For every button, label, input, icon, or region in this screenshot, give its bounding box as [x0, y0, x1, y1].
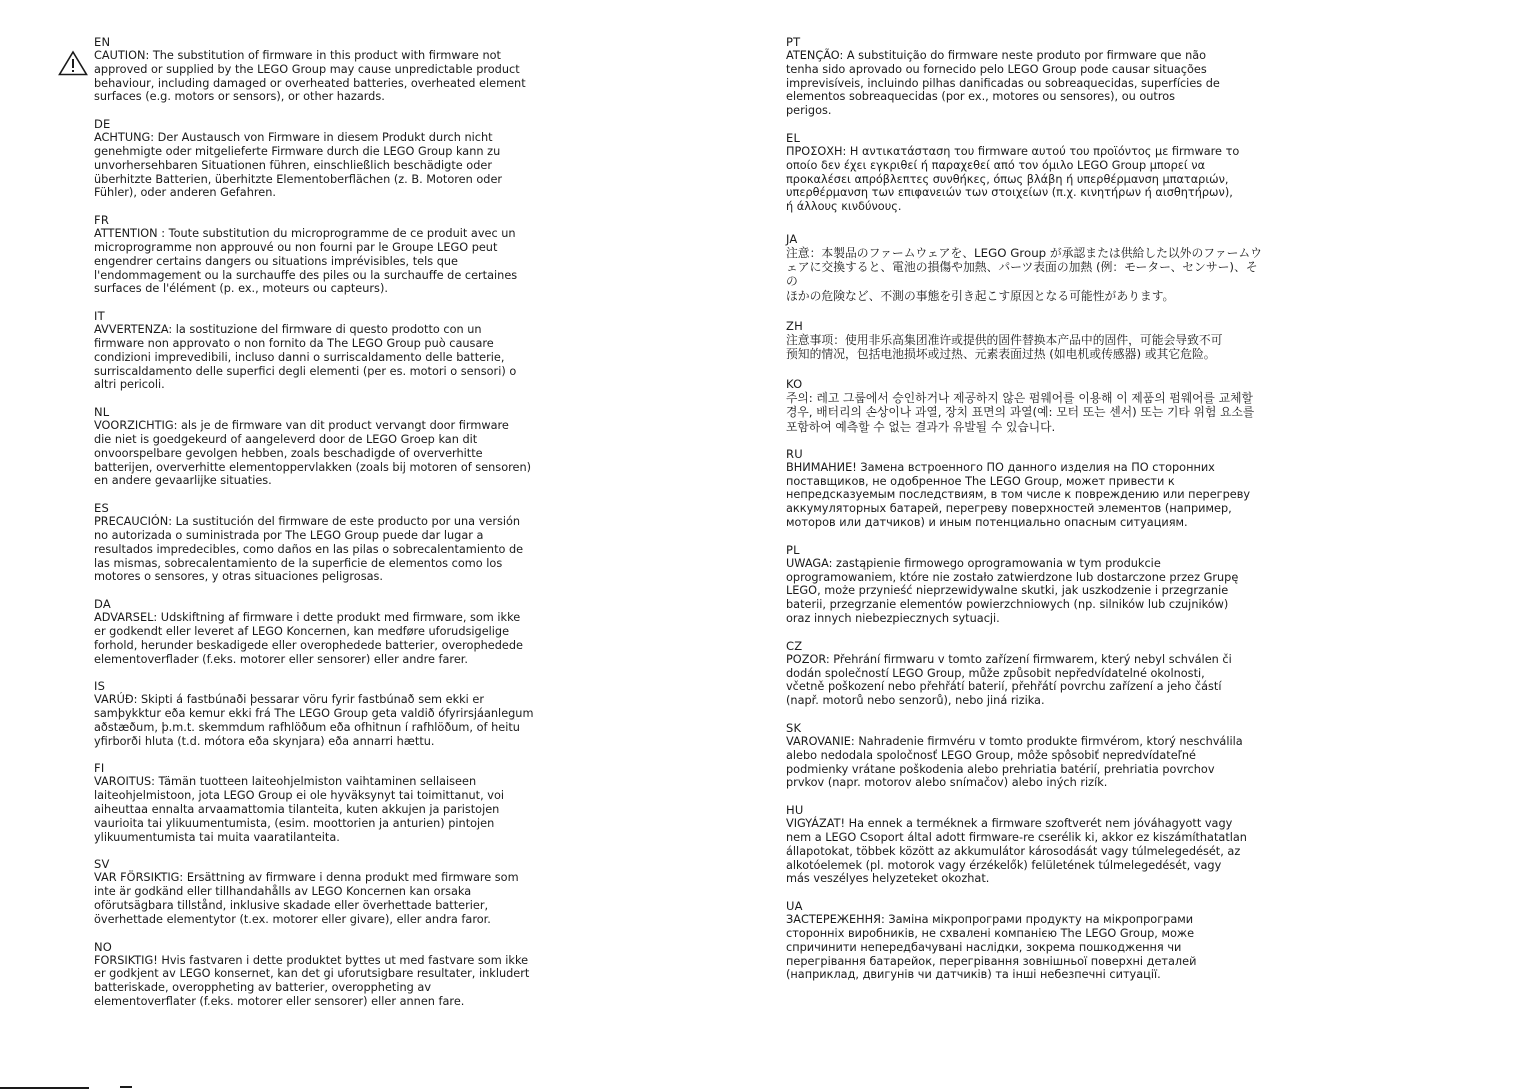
notice-is — [94, 679, 574, 748]
warning-text: 주의: 레고 그룹에서 승인하거나 제공하지 않은 펌웨어를 이용해 이 제품의 펌웨어를 교체할 경우, 배터리의 손상이나 과열, 장치 표면의 과열(예: 모터 또는 센서) 또는 기타 위험 요소를 포함하여 예측할 수 없는 결과가 유발될 수 있습니다. — [786, 391, 1255, 434]
language-code: FI — [94, 761, 105, 776]
warning-text: POZOR: Přehrání firmwaru v tomto zařízení firmwarem, který nebyl schválen či dodán společností LEGO Group, může způsobit nepředvídatelné okolnosti, včetně poškození nebo přehřátí baterií, přehřátí povrchu zařízení a jeho částí (např. motorů nebo senzorů), nebo jiná rizika. — [786, 652, 1232, 708]
warning-text: AVVERTENZA: la sostituzione del firmware di questo prodotto con un firmware non approvato o non fornito da The LEGO Group può causare condizioni imprevedibili, incluso danni o surriscaldamento delle batterie, surriscaldamento delle superfici degli elementi (per es. motori o sensori) o altri pericoli. — [94, 323, 517, 392]
notice-de — [94, 117, 574, 200]
language-code: IS — [94, 679, 106, 694]
language-code: PT — [786, 35, 801, 49]
notice-ua — [786, 899, 1266, 982]
notice-sk — [786, 721, 1266, 790]
language-code: DA — [94, 597, 111, 612]
warning-text: CAUTION: The substitution of firmware in this product with firmware not approved or supplied by the LEGO Group may cause unpredictable product behaviour, including damaged or overheated batteries, overheated element surfaces (e.g. motors or sensors), or other hazards. — [94, 49, 526, 104]
warning-text: VARÚÐ: Skipti á fastbúnaði þessarar vöru fyrir fastbúnað sem ekki er samþykktur eða kemur ekki frá The LEGO Group geta valdið ófyrirsjáanlegum aðstæðum, þ.m.t. skemmdum rafhlöðum eða ofhitnun í rafhlöðum, of heitu yfirborði hluta (t.d. mótora eða skynjara) eða annarri hættu. — [94, 693, 534, 748]
language-code: IT — [94, 309, 105, 324]
warning-text: ВНИМАНИЕ! Замена встроенного ПО данного изделия на ПО сторонних поставщиков, не одобренное The LEGO Group, может привести к непредсказуемым последствиям, в том числе к повреждению или перегреву аккумуляторных батарей, перегреву поверхностей элементов (например, моторов или датчиков) и иным потенциально опасным ситуациям. — [786, 460, 1251, 529]
language-code: PL — [786, 542, 800, 557]
notice-pt — [786, 35, 1266, 118]
notice-da — [94, 597, 574, 666]
warning-text: ATENÇÃO: A substituição do firmware neste produto por firmware que não tenha sido aprovado ou fornecido pelo LEGO Group pode causar situações imprevisíveis, incluindo pilhas danificadas ou sobreaquecidas, superfícies de elementos sobreaquecidas (por ex., motores ou sensores), ou outros perigos. — [786, 49, 1220, 118]
warning-text: PRECAUCIÓN: La sustitución del firmware de este producto por una versión no autorizada o suministrada por The LEGO Group puede dar lugar a resultados impredecibles, como daños en las pilas o sobrecalentamiento de las mismas, sobrecalentamiento de la superficie de elementos como los motores o sensores, y otras situaciones peligrosas. — [94, 515, 524, 584]
left-column — [94, 35, 574, 1009]
right-column — [786, 35, 1266, 982]
language-code: EN — [94, 35, 111, 49]
language-code: JA — [786, 231, 798, 246]
notice-sv — [94, 857, 574, 926]
language-code: ES — [94, 501, 109, 516]
notice-it — [94, 309, 574, 392]
notice-fi — [94, 761, 574, 844]
warning-text: ΠΡΟΣΟΧΗ: Η αντικατάσταση του firmware αυτού του προϊόντος με firmware το οποίο δεν έχει εγκριθεί ή παραχεθεί από τον όμιλο LEGO Group μπορεί να προκαλέσει απρόβλεπτες συνθήκες, όπως βλάβη ή υπερθέρμανση μπαταριών, υπερθέρμανση των επιφανειών των στοιχείων (π.χ. κινητήρων ή αισθητήρων), ή άλλους κινδύνους. — [786, 144, 1240, 214]
warning-text: VOORZICHTIG: als je de firmware van dit product vervangt door firmware die niet is goedgekeurd of aangeleverd door de LEGO Groep kan dit onvoorspelbare gevolgen hebben, zoals beschadigde of oververhitte batterijen, oververhitte elementoppervlakken (zoals bij motoren of sensoren) en andere gevaarlijke situaties. — [94, 419, 532, 488]
language-code: KO — [786, 377, 803, 392]
language-code: SK — [786, 720, 802, 735]
warning-text: ACHTUNG: Der Austausch von Firmware in diesem Produkt durch nicht genehmigte oder mitgelieferte Firmware durch die LEGO Group kann zu unvorhersehbaren Situationen führen, einschließlich beschädigte oder überhitzte Batterien, überhitzte Elementoberflächen (z. B. Motoren oder Fühler), oder anderen Gefahren. — [94, 131, 503, 200]
warning-triangle-icon — [58, 50, 88, 76]
warning-text: ATTENTION : Toute substitution du microprogramme de ce produit avec un microprogramme non approuvé ou non fourni par le Groupe LEGO peut engendrer certains dangers ou situations imprévisibles, tels que l'endommagement ou la surchauffe des piles ou la surchauffe de certaines surfaces de l'élément (p. ex., moteurs ou capteurs). — [94, 227, 518, 296]
language-code: DE — [94, 117, 111, 132]
notice-no — [94, 940, 574, 1009]
warning-text: ADVARSEL: Udskiftning af firmware i dette produkt med firmware, som ikke er godkendt eller leveret af LEGO Koncernen, kan medføre uforudsigelige forhold, herunder beskadigede eller overophedede batterier, overophedede elementoverflader (f.eks. motorer eller sensorer) eller andre farer. — [94, 611, 523, 666]
notice-ru — [786, 447, 1266, 530]
language-code: HU — [786, 803, 804, 818]
language-code: NL — [94, 405, 110, 420]
bottom-rule-mark — [120, 1086, 132, 1088]
warning-text: VIGYÁZAT! Ha ennek a terméknek a firmware szoftverét nem jóváhagyott vagy nem a LEGO Csoport által adott firmware-re cserélik ki, akkor ez kiszámíthatatlan állapotokat, többek között az akkumulátor károsodását vagy túlmelegedését, az alkotóelemek (pl. motorok vagy érzékelők) felületének túlmelegedését, vagy más veszélyes helyzeteket okozhat. — [786, 817, 1247, 886]
language-code: SV — [94, 857, 110, 872]
language-code: EL — [786, 130, 801, 145]
language-code: FR — [94, 213, 110, 228]
notice-el — [786, 131, 1266, 214]
warning-text: VAROVANIE: Nahradenie firmvéru v tomto produkte firmvérom, ktorý neschválila alebo nedodala spoločnosť LEGO Group, môže spôsobiť nepredvídateľné podmienky vrátane poškodenia alebo prehriatia batérií, prehriatia povrchov prvkov (napr. motorov alebo snímačov) alebo iných rizík. — [786, 734, 1243, 790]
language-code: UA — [786, 899, 803, 914]
notice-cz — [786, 639, 1266, 708]
notice-zh — [786, 319, 1266, 361]
bottom-rule — [0, 1087, 89, 1089]
notice-nl — [94, 405, 574, 488]
warning-text: ЗАСТЕРЕЖЕННЯ: Заміна мікропрограми продукту на мікропрограми сторонніх виробників, не схвалені компанією The LEGO Group, може спричинити непередбачувані наслідки, зокрема пошкодження чи перегрівання батарейок, перегрівання зовнішньої поверхні деталей (наприклад, двигунів чи датчиків) та інші небезпечні ситуації. — [786, 913, 1197, 982]
notice-pl — [786, 543, 1266, 626]
warning-text: VAR FÖRSIKTIG: Ersättning av firmware i denna produkt med firmware som inte är godkänd eller tillhandahålls av LEGO Koncernen kan orsaka oförutsägbara tillstånd, inklusive skadade eller överhettade batterier, överhettade elementytor (t.ex. motorer eller givare), eller andra faror. — [94, 871, 519, 926]
notice-en — [94, 35, 574, 104]
language-code: ZH — [786, 318, 803, 333]
notice-fr — [94, 213, 574, 296]
language-code: CZ — [786, 638, 803, 653]
warning-text: 注意事项：使用非乐高集团准许或提供的固件替换本产品中的固件，可能会导致不可 预知的情况，包括电池损坏或过热、元素表面过热 (如电机或传感器) 或其它危险。 — [786, 332, 1223, 361]
language-code: NO — [94, 939, 113, 954]
notice-ja — [786, 232, 1266, 303]
warning-text: FORSIKTIG! Hvis fastvaren i dette produktet byttes ut med fastvare som ikke er godkjent av LEGO konsernet, kan det gi uforutsigbare resultater, inkludert batteriskade, overoppheting av batterier, overoppheting av elementoverflater (f.eks. motorer eller sensorer) eller annen fare. — [94, 953, 530, 1009]
notice-hu — [786, 803, 1266, 886]
warning-text: UWAGA: zastąpienie firmowego oprogramowania w tym produkcie oprogramowaniem, które nie zostało zatwierdzone lub dostarczone przez Grupę LEGO, może przynieść nieprzewidywalne skutki, jak uszkodzenie i przegrzanie baterii, przegrzanie elementów powierzchniowych (np. silników lub czujników) oraz innych niebezpiecznych sytuacji. — [786, 556, 1239, 625]
warning-text: VAROITUS: Tämän tuotteen laiteohjelmiston vaihtaminen sellaiseen laiteohjelmistoon, jota LEGO Group ei ole hyväksynyt tai toimittanut, voi aiheuttaa ennalta arvaamattomia tilanteita, kuten akkujen ja paristojen vaurioita tai ylikuumentumista, (esim. moottorien ja anturien) pintojen ylikuumentumista tai muita vaaratilanteita. — [94, 775, 505, 844]
language-code: RU — [786, 446, 803, 461]
warning-text: 注意：本製品のファームウェアを、LEGO Group が承認または供給した以外のファームウ ェアに交換すると、電池の損傷や加熱、パーツ表面の加熱 (例：モーター、センサー)、その ほかの危険など、不測の事態を引き起こす原因となる可能性があります。 — [786, 245, 1263, 303]
notice-es — [94, 501, 574, 584]
notice-ko — [786, 377, 1266, 434]
